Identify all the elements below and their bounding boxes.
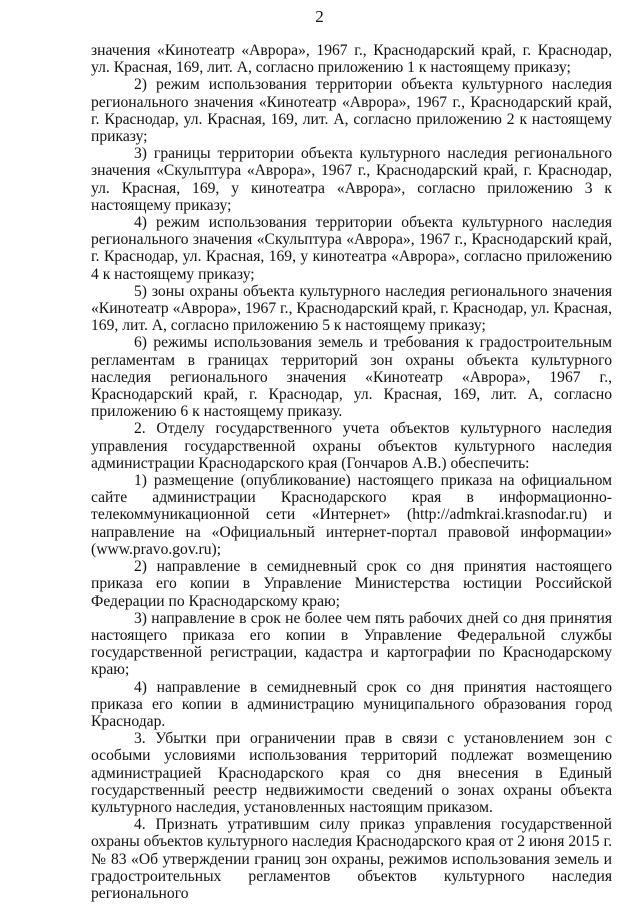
paragraph-section-2-item-2: 2) направление в семидневный срок со дня принятия настоящего приказа его копии в Управление Министерства юстиции Российской Федерации по Краснодарскому краю; <box>91 558 612 610</box>
paragraph-item-5-protection-zones: 5) зоны охраны объекта культурного наследия регионального значения «Кинотеатр «Аврора», 1967 г., Краснодарский край, г. Краснодар, ул. Красная, 169, лит. А, согласно приложению 5 к настоящему приказу; <box>91 282 612 335</box>
paragraph-item-1-continuation: значения «Кинотеатр «Аврора», 1967 г., Краснодарский край, г. Краснодар, ул. Красная, 169, лит. А, согласно приложению 1 к настоящему приказу; <box>91 42 612 77</box>
paragraph-section-2: 2. Отделу государственного учета объектов культурного наследия управления государственной охраны объектов культурного наследия администрации Краснодарского края (Гончаров А.В.) обеспечить: <box>91 420 612 472</box>
page-number: 2 <box>315 7 324 26</box>
paragraph-item-3-sculpture-boundaries: 3) границы территории объекта культурного наследия регионального значения «Скульптура «Аврора», 1967 г., Краснодарский край, г. Краснодар, ул. Красная, 169, у кинотеатра «Аврора», согласно приложению 3 к настоящему приказу; <box>91 145 612 214</box>
paragraph-item-6-land-use-regimes: 6) режимы использования земель и требования к градостроительным регламентам в границах территорий зон охраны объекта культурного наследия регионального значения «Кинотеатр «Аврора», 1967 г., Краснодарский край, г. Краснодар, ул. Красная, 169, лит. А, согласно приложению 6 к настоящему приказу. <box>91 334 612 421</box>
document-body <box>91 42 612 902</box>
paragraph-item-4-sculpture-regime: 4) режим использования территории объекта культурного наследия регионального значения «Скульптура «Аврора», 1967 г., Краснодарский край, г. Краснодар, ул. Красная, 169, у кинотеатра «Аврора», согласно приложению 4 к настоящему приказу; <box>91 214 612 283</box>
paragraph-section-2-item-4: 4) направление в семидневный срок со дня принятия настоящего приказа его копии в администрацию муниципального образования город Краснодар. <box>91 678 612 730</box>
paragraph-section-4: 4. Признать утратившим силу приказ управления государственной охраны объектов культурного наследия Краснодарского края от 2 июня 2015 г. № 83 «Об утверждении границ зон охраны, режимов использования земель и градостроительных регламентов объектов культурного наследия регионального <box>91 816 612 902</box>
paragraph-section-2-item-3: 3) направление в срок не более чем пять рабочих дней со дня принятия настоящего приказа его копии в Управление Федеральной службы государственной регистрации, кадастра и картографии по Краснодарскому краю; <box>91 609 612 679</box>
paragraph-section-3: 3. Убытки при ограничении прав в связи с установлением зон с особыми условиями использования территорий подлежат возмещению администрацией Краснодарского края со дня внесения в Единый государственный реестр недвижимости сведений о зонах охраны объекта культурного наследия, установленных настоящим приказом. <box>91 730 612 816</box>
paragraph-section-2-item-1: 1) размещение (опубликование) настоящего приказа на официальном сайте администрации Краснодарского края в информационно-телекоммуникационной сети «Интернет» (http://admkrai.krasnodar.ru) и направление на «Официальный интернет-портал правовой информации» (www.pravo.gov.ru); <box>91 472 612 558</box>
paragraph-item-2-usage-regime: 2) режим использования территории объекта культурного наследия регионального значения «Кинотеатр «Аврора», 1967 г., Краснодарский край, г. Краснодар, ул. Красная, 169, лит. А, согласно приложению 2 к настоящему приказу; <box>91 76 612 146</box>
